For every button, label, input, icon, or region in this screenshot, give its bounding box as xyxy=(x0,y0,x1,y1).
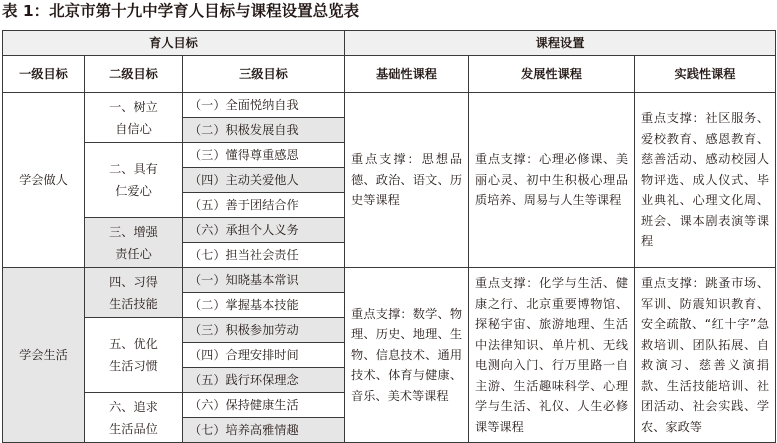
practice-courses-cell: 重点支撑：跳蚤市场、军训、防震知识教育、安全疏散、“红十字”急救培训、团队拓展、自救演习、慈善义演捐款、生活技能培训、社团活动、社会实践、学农、家政等 xyxy=(635,268,776,443)
level3-item: （一）知晓基本常识 xyxy=(183,268,345,293)
header-level1: 一级目标 xyxy=(3,56,85,93)
curriculum-overview-table xyxy=(2,30,776,443)
level2-label-line: 五、优化 xyxy=(109,337,158,351)
header-practice-courses: 实践性课程 xyxy=(635,56,776,93)
table-caption: 表 1：北京市第十九中学育人目标与课程设置总览表 xyxy=(2,2,360,20)
level1-cell: 学会做人 xyxy=(3,93,85,268)
practice-courses-cell: 重点支撑：社区服务、爱校教育、感恩教育、慈善活动、感动校园人物评选、成人仪式、毕业典礼、心理文化周、班会、课本剧表演等课程 xyxy=(635,93,776,268)
level2-cell xyxy=(85,218,183,268)
header-level3: 三级目标 xyxy=(183,56,345,93)
development-courses-cell: 重点支撑：心理必修课、美丽心灵、初中生积极心理品质培养、周易与人生等课程 xyxy=(469,93,635,268)
level3-item: （四）主动关爱他人 xyxy=(183,168,345,193)
level2-label-line: 生活品位 xyxy=(109,421,158,436)
basic-courses-cell: 重点支撑：数学、物理、历史、地理、生物、信息技术、通用技术、体育与健康、音乐、美术等课程 xyxy=(345,268,469,443)
level3-item: （六）承担个人义务 xyxy=(183,218,345,243)
level2-label-line: 二、具有 xyxy=(109,162,158,176)
level3-item: （五）践行环保理念 xyxy=(183,368,345,393)
level3-item: （七）担当社会责任 xyxy=(183,243,345,268)
header-development-courses: 发展性课程 xyxy=(469,56,635,93)
basic-courses-cell: 重点支撑：思想品德、政治、语文、历史等课程 xyxy=(345,93,469,268)
header-group-courses: 课程设置 xyxy=(345,31,776,56)
development-courses-cell: 重点支撑：化学与生活、健康之行、北京重要博物馆、探秘宇宙、旅游地理、生活中法律知识、单片机、无线电测向入门、行万里路一自主游、生活趣味科学、心理学与生活、礼仪、人生必修课等课程 xyxy=(469,268,635,443)
header-group-goals: 育人目标 xyxy=(3,31,345,56)
level3-item: （七）培养高雅情趣 xyxy=(183,418,345,443)
level3-item: （三）积极参加劳动 xyxy=(183,318,345,343)
level2-label-line: 自信心 xyxy=(115,121,152,136)
level2-label-line: 一、树立 xyxy=(109,99,158,114)
level3-item: （三）懂得尊重感恩 xyxy=(183,143,345,168)
level2-label-line: 三、增强 xyxy=(109,224,158,239)
level2-cell xyxy=(85,143,183,218)
level2-label-line: 六、追求 xyxy=(109,399,158,414)
header-level2: 二级目标 xyxy=(85,56,183,93)
level2-label-line: 四、习得 xyxy=(109,274,158,289)
level2-label-line: 生活习惯 xyxy=(109,359,158,373)
level2-cell xyxy=(85,93,183,143)
level3-item: （二）积极发展自我 xyxy=(183,118,345,143)
level3-item: （二）掌握基本技能 xyxy=(183,293,345,318)
level2-cell xyxy=(85,318,183,393)
level1-cell: 学会生活 xyxy=(3,268,85,443)
level2-label-line: 生活技能 xyxy=(109,296,158,311)
level2-cell xyxy=(85,268,183,318)
level3-item: （五）善于团结合作 xyxy=(183,193,345,218)
level3-item: （六）保持健康生活 xyxy=(183,393,345,418)
level2-cell xyxy=(85,393,183,443)
level2-label-line: 仁爱心 xyxy=(115,184,152,198)
level3-item: （四）合理安排时间 xyxy=(183,343,345,368)
level3-item: （一）全面悦纳自我 xyxy=(183,93,345,118)
header-basic-courses: 基础性课程 xyxy=(345,56,469,93)
level2-label-line: 责任心 xyxy=(115,246,152,261)
